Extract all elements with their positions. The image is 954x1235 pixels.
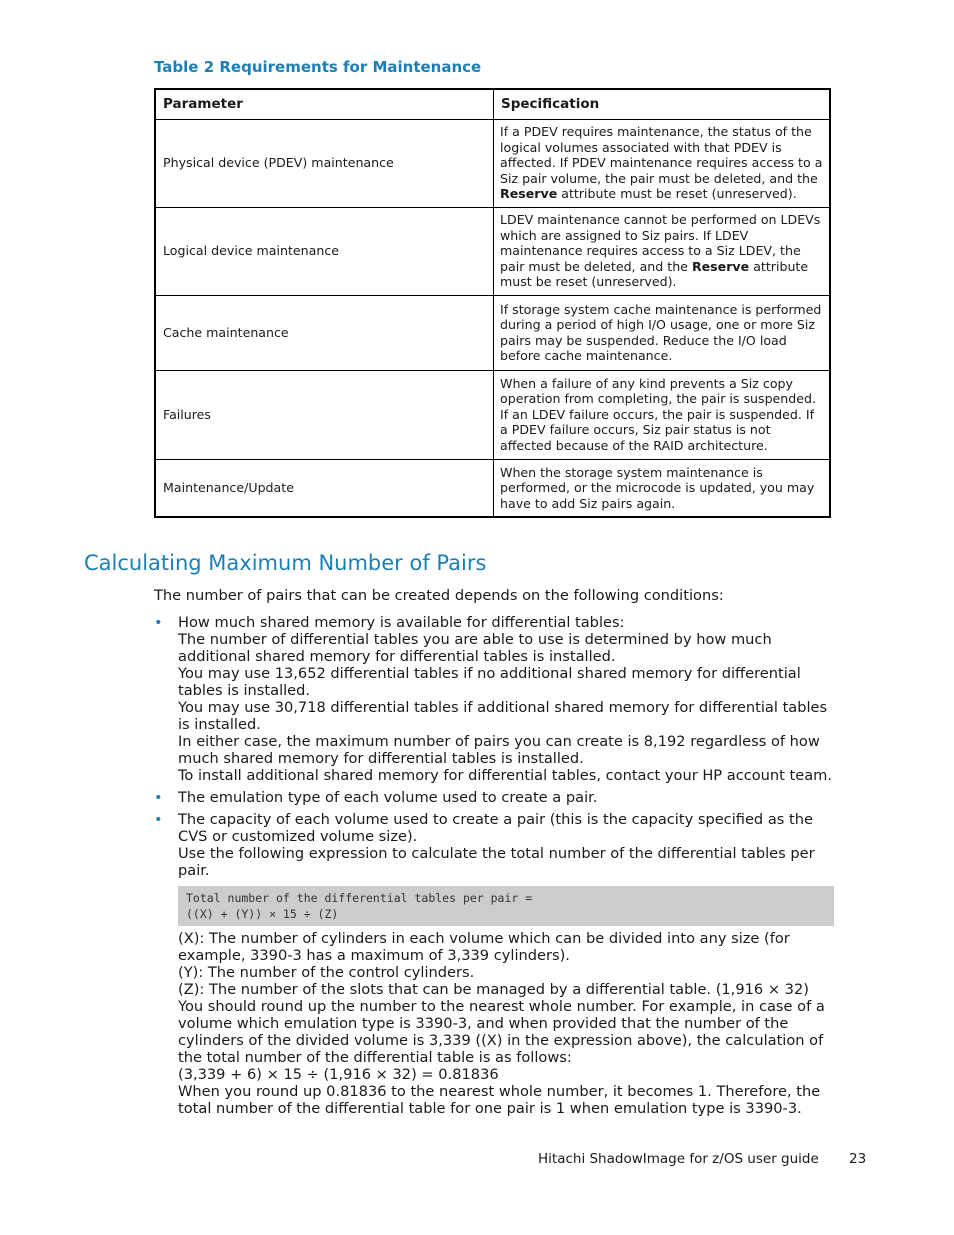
list-line: Use the following expression to calculate the total number of the differential tables per pair. <box>178 845 815 879</box>
list-line: You may use 30,718 differential tables if additional shared memory for differential tables is installed. <box>178 699 828 733</box>
list-item <box>154 614 834 784</box>
table-row <box>155 459 830 517</box>
spec-cell: If storage system cache maintenance is performed during a period of high I/O usage, one or more Siz pairs may be suspended. Reduce the I/O load before cache maintenance. <box>494 295 831 370</box>
param-cell: Physical device (PDEV) maintenance <box>155 119 494 207</box>
explanation-line: When you round up 0.81836 to the nearest whole number, it becomes 1. Therefore, the total number of the differential table for one pair is 1 when emulation type is 3390-3. <box>178 1083 821 1117</box>
table-row <box>155 370 830 459</box>
footer-title: Hitachi ShadowImage for z/OS user guide <box>538 1151 819 1167</box>
explanation-line: (X): The number of cylinders in each volume which can be divided into any size (for example, 3390-3 has a maximum of 3,339 cylinders). <box>178 930 790 964</box>
list-item <box>154 811 834 879</box>
list-line: The emulation type of each volume used to create a pair. <box>178 789 598 806</box>
expression-code-block: Total number of the differential tables per pair = ((X) + (Y)) × 15 ÷ (Z) <box>178 886 834 926</box>
spec-text: If a PDEV requires maintenance, the status of the logical volumes associated with that PDEV is affected. If PDEV maintenance requires access to a Siz pair volume, the pair must be deleted, and the <box>500 124 823 186</box>
explanation-line: (Z): The number of the slots that can be managed by a differential table. (1,916 × 32) <box>178 981 809 998</box>
condition-list <box>154 614 834 879</box>
list-line: In either case, the maximum number of pairs you can create is 8,192 regardless of how much shared memory for differential tables is installed. <box>178 733 820 767</box>
explanation-line: (Y): The number of the control cylinders. <box>178 964 475 981</box>
spec-bold: Reserve <box>691 258 750 274</box>
bullet-icon: • <box>154 789 163 806</box>
list-item <box>154 789 834 806</box>
spec-cell: When a failure of any kind prevents a Siz copy operation from completing, the pair is suspended. If an LDEV failure occurs, the pair is suspended. If a PDEV failure occurs, Siz pair status is not affected because of the RAID architecture. <box>494 370 831 459</box>
spec-text: attribute must be reset (unreserved). <box>500 258 809 290</box>
list-line: How much shared memory is available for differential tables: <box>178 614 625 631</box>
param-cell: Cache maintenance <box>155 295 494 370</box>
spec-bold: Reserve <box>500 186 558 202</box>
table-header-row <box>155 89 830 119</box>
param-cell: Failures <box>155 370 494 459</box>
spec-cell <box>494 207 831 295</box>
table-row <box>155 207 830 295</box>
list-line: The capacity of each volume used to create a pair (this is the capacity specified as the CVS or customized volume size). <box>178 811 813 845</box>
table-row <box>155 119 830 207</box>
list-line: To install additional shared memory for differential tables, contact your HP account team. <box>178 767 833 784</box>
page-number: 23 <box>849 1151 867 1167</box>
intro-paragraph: The number of pairs that can be created depends on the following conditions: <box>154 587 724 604</box>
table-caption: Table 2 Requirements for Maintenance <box>154 58 482 76</box>
list-line: You may use 13,652 differential tables if no additional shared memory for differential tables is installed. <box>178 665 801 699</box>
param-cell: Logical device maintenance <box>155 207 494 295</box>
list-line: The number of differential tables you are able to use is determined by how much additional shared memory for differential tables is installed. <box>178 631 772 665</box>
param-cell: Maintenance/Update <box>155 459 494 517</box>
header-parameter: Parameter <box>155 89 494 119</box>
section-title: Calculating Maximum Number of Pairs <box>84 551 487 575</box>
section-body <box>154 587 834 1117</box>
spec-text: LDEV maintenance cannot be performed on LDEVs which are assigned to Siz pairs. If LDEV maintenance requires access to a Siz LDEV, the pair must be deleted, and the <box>500 212 821 274</box>
explanation-line: You should round up the number to the nearest whole number. For example, in case of a volume which emulation type is 3390-3, and when provided that the number of the cylinders of the divided volume is 3,339 ((X) in the expression above), the calculation of the total number of the differential table is as follows: <box>178 998 825 1066</box>
header-specification: Specification <box>494 89 831 119</box>
spec-text: attribute must be reset (unreserved). <box>557 186 797 202</box>
expression-explanation <box>154 930 834 1117</box>
bullet-icon: • <box>154 614 163 631</box>
spec-cell: When the storage system maintenance is performed, or the microcode is updated, you may have to add Siz pairs again. <box>494 459 831 517</box>
spec-cell <box>494 119 831 207</box>
explanation-line: (3,339 + 6) × 15 ÷ (1,916 × 32) = 0.81836 <box>178 1066 499 1083</box>
bullet-icon: • <box>154 811 163 828</box>
table-row <box>155 295 830 370</box>
requirements-table <box>154 88 831 518</box>
